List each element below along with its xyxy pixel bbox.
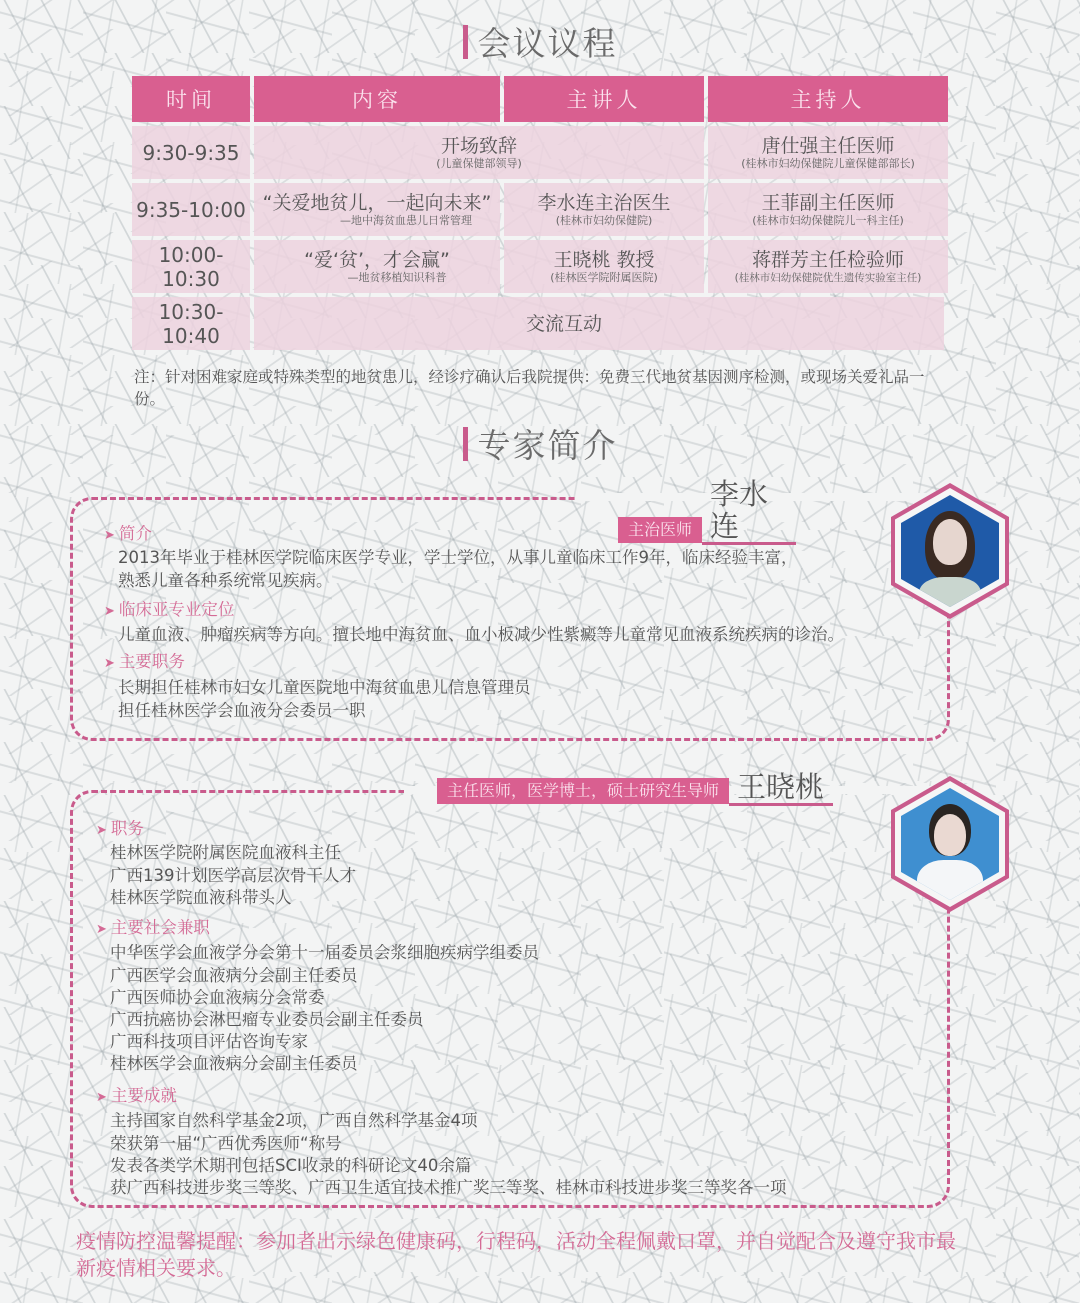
- text-line: 广西抗癌协会淋巴瘤专业委员会副主任委员: [110, 1010, 424, 1029]
- text-line: 获广西科技进步奖三等奖、广西卫生适宜技术推广奖三等奖、桂林市科技进步奖三等奖各一项: [110, 1178, 787, 1197]
- text-line: 熟悉儿童各种系统常见疾病。: [118, 571, 333, 590]
- header-time: 时间: [132, 76, 250, 122]
- host-affiliation: (桂林市妇幼保健院儿一科主任): [752, 213, 904, 227]
- section-heading-specialty: [104, 596, 234, 620]
- speaker-cell: [504, 183, 704, 236]
- table-row: [132, 183, 948, 236]
- heading-text: 职务: [110, 819, 144, 838]
- agenda-note: 注：针对困难家庭或特殊类型的地贫患儿，经诊疗确认后我院提供：免费三代地贫基因测序检测，或现场关爱礼品一份。: [134, 368, 925, 408]
- title-accent-bar: [463, 427, 468, 461]
- chevron-right-icon: ➤: [104, 528, 115, 543]
- chevron-right-icon: ➤: [104, 604, 115, 619]
- content-title: 开场致辞: [440, 134, 517, 157]
- speaker-cell: [504, 240, 704, 293]
- expert-name-underline: [729, 771, 833, 806]
- section-heading-position: [96, 815, 144, 839]
- content-cell: [254, 126, 704, 179]
- table-row: [132, 240, 948, 293]
- content-subtitle: (儿童保健部领导): [436, 156, 522, 170]
- host-affiliation: (桂林市妇幼保健院儿童保健部部长): [741, 156, 915, 170]
- speaker-name: 王晓桃 教授: [553, 248, 655, 271]
- expert-title-tag: 主任医师，医学博士，硕士研究生导师: [437, 778, 729, 804]
- text-line: 2013年毕业于桂林医学院临床医学专业，学士学位，从事儿童临床工作9年，临床经验丰富，: [118, 548, 798, 567]
- heading-text: 主要成就: [110, 1086, 177, 1105]
- face-shape: [934, 814, 966, 856]
- text-line: 广西医师协会血液病分会常委: [110, 988, 325, 1007]
- text-line: 主持国家自然科学基金2项，广西自然科学基金4项: [110, 1111, 478, 1130]
- text-line: 广西139计划医学高层次骨干人才: [110, 866, 356, 885]
- content-title: 交流互动: [525, 312, 602, 335]
- text-line: 发表各类学术期刊包括SCI收录的科研论文40余篇: [110, 1156, 472, 1175]
- face-shape: [933, 519, 967, 565]
- agenda-table: [132, 76, 948, 354]
- white-coat-shape: [917, 860, 983, 900]
- host-name: 王菲副主任医师: [761, 191, 895, 214]
- text-line: 桂林医学院附属医院血液科主任: [110, 843, 341, 862]
- time-text: 9:35-10:00: [136, 197, 246, 222]
- text-line: 桂林医学会血液病分会副主任委员: [110, 1054, 358, 1073]
- text-line: 广西科技项目评估咨询专家: [110, 1032, 308, 1051]
- agenda-header-row: [132, 76, 948, 122]
- text-line: 儿童血液、肿瘤疾病等方向。擅长地中海贫血、血小板减少性紫癜等儿童常见血液系统疾病的诊治。: [118, 625, 844, 644]
- chevron-right-icon: ➤: [96, 922, 107, 937]
- time-text: 10:00-10:30: [158, 242, 224, 291]
- epidemic-reminder: 疫情防控温馨提醒：参加者出示绿色健康码，行程码，活动全程佩戴口罩，并自觉配合及遵守我市最新疫情相关要求。: [76, 1229, 956, 1280]
- speaker-affiliation: (桂林市妇幼保健院): [555, 213, 653, 227]
- text-line: 广西医学会血液病分会副主任委员: [110, 966, 358, 985]
- section-heading-social-roles: [96, 914, 210, 938]
- content-cell: [254, 297, 944, 350]
- chevron-right-icon: ➤: [96, 1090, 107, 1105]
- heading-text: 主要社会兼职: [110, 918, 210, 937]
- expert-name-underline: [702, 478, 796, 545]
- experts-title-text: 专家简介: [477, 426, 618, 465]
- content-title: “关爱地贫儿，一起向未来”: [262, 191, 492, 214]
- section-heading-achievements: [96, 1082, 177, 1106]
- section-heading-intro: [104, 520, 152, 544]
- chevron-right-icon: ➤: [96, 823, 107, 838]
- heading-text: 简介: [118, 524, 152, 543]
- expert-name: 李水连: [710, 477, 769, 543]
- text-line: 荣获第一届“广西优秀医师“称号: [110, 1134, 342, 1153]
- section-heading-duties: [104, 648, 185, 672]
- content-subtitle: —地中海贫血患儿日常管理: [340, 213, 472, 227]
- agenda-title-text: 会议议程: [477, 24, 618, 63]
- agenda-section-title: [0, 18, 1080, 65]
- expert-header: [618, 478, 796, 545]
- host-name: 唐仕强主任医师: [761, 134, 895, 157]
- expert-title-tag: 主治医师: [618, 517, 702, 543]
- table-row: [132, 297, 948, 350]
- time-cell: [132, 183, 250, 236]
- text-line: 桂林医学院血液科带头人: [110, 888, 292, 907]
- header-content: 内容: [254, 76, 500, 122]
- shoulders-shape: [919, 577, 981, 607]
- time-cell: [132, 240, 250, 293]
- host-cell: [708, 240, 948, 293]
- host-cell: [708, 126, 948, 179]
- content-title: “爱‘贫’，才会赢”: [304, 248, 450, 271]
- text-line: 担任桂林医学会血液分会委员一职: [118, 701, 366, 720]
- heading-text: 临床亚专业定位: [118, 600, 235, 619]
- chevron-right-icon: ➤: [104, 656, 115, 671]
- speaker-name: 李水连主治医生: [537, 191, 671, 214]
- table-row: [132, 126, 948, 179]
- expert-name: 王晓桃: [737, 770, 825, 804]
- expert-header: [437, 771, 833, 806]
- time-text: 9:30-9:35: [142, 140, 240, 165]
- host-name: 蒋群芳主任检验师: [751, 248, 904, 271]
- text-line: 中华医学会血液学分会第十一届委员会浆细胞疾病学组委员: [110, 943, 539, 962]
- speaker-affiliation: (桂林医学院附属医院): [550, 270, 658, 284]
- experts-section-title: [0, 420, 1080, 467]
- host-cell: [708, 183, 948, 236]
- content-subtitle: —地贫移植知识科普: [347, 270, 447, 284]
- host-affiliation: (桂林市妇幼保健院优生遗传实验室主任): [734, 271, 922, 284]
- header-speaker: 主讲人: [504, 76, 704, 122]
- heading-text: 主要职务: [118, 652, 185, 671]
- content-cell: [254, 183, 500, 236]
- header-host: 主持人: [708, 76, 948, 122]
- content-cell: [254, 240, 500, 293]
- title-accent-bar: [463, 25, 468, 59]
- time-text: 10:30-10:40: [158, 299, 224, 348]
- time-cell: [132, 297, 250, 350]
- text-line: 长期担任桂林市妇女儿童医院地中海贫血患儿信息管理员: [118, 678, 531, 697]
- time-cell: [132, 126, 250, 179]
